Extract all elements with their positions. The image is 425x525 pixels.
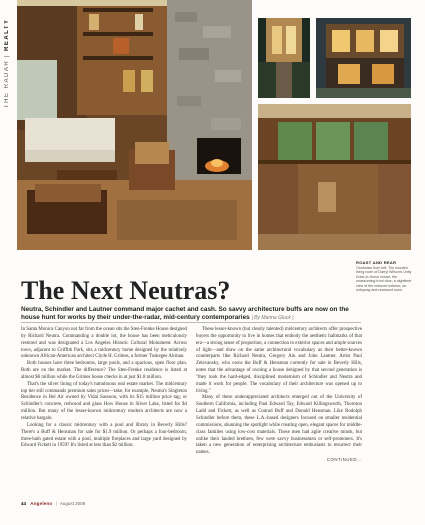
divider	[21, 322, 361, 323]
article-headline: The Next Neutras?	[21, 276, 231, 305]
magazine-name: Angeleno	[30, 501, 53, 506]
continued-label: CONTINUED...	[326, 457, 362, 463]
footer-separator: |	[55, 501, 57, 506]
exterior-night-photo	[316, 18, 411, 98]
paragraph: Both houses have three bedrooms, large pools, and a spacious, open floor plan. Both are on the market. The difference? The Sten-Frenke residence is listed at almost $6 million while the Grimes house checks in at just $1.8 million.	[21, 361, 187, 380]
section-tab: THE RADAR | REALTY	[4, 18, 10, 108]
article-deck	[21, 306, 361, 322]
section-sub-label: REALTY	[4, 18, 10, 51]
photo-caption	[356, 261, 412, 293]
issue-date: August 2008	[59, 501, 86, 506]
paragraph: In Santa Monica Canyon not far from the ocean sits the Sten-Frenke House designed by Richard Neutra. Commanding a double lot, the house has been meticulously restored and was designated a Los Angeles Historic Cultural Monument. Across town, adjacent to Griffith Park, sits a midcentury home designed by the relatively unknown African-American architect Clyde H. Grimes, a former Tuskegee Airman.	[21, 327, 187, 360]
page-number: 44	[21, 501, 27, 506]
paragraph: Looking for a classic midcentury with a pool and library in Beverly Hills? There's a Buff & Hensman for sale for $1.9 million. Or perhaps a four-bedroom, three-bath gated estate with a pool, multiple fireplaces and large yard designed by Edward Fickett in 1959? It's listed at less than $2 million.	[21, 422, 187, 449]
deck-text: Neutra, Schindler and Lautner command major cachet and cash. So savvy architecture buffs are now on the house hunt for works by their under-the-radar, mid-century contemporaries	[21, 306, 349, 321]
interior-room-photo	[258, 104, 411, 250]
byline: | By Marina Gluck |	[251, 315, 294, 321]
caption-heading: ROAST AND REAR	[356, 260, 397, 265]
section-label: THE RADAR	[4, 59, 10, 108]
caption-text: Clockwise from left: The wooden living room of Darryl Wilson's Unity Drive-in-Honor house; the unassuming front door; a nighttime view of the restored exterior; an entryway and recessed room.	[356, 265, 412, 292]
paragraph: These lesser-known (but clearly talented) midcentury architects offer prospective buyers the opportunity to live in homes that embody the aesthetic hallmarks of that era—a strong sense of proportion, a connection to exterior spaces and ample sources of light—and draw on the same architectural vocabulary as their better-known counterparts like Richard Neutra, Gregory Ain and John Lautner. Artist Paul Zelevansky, who owns the Buff & Hensman currently for sale in Beverly Hills, notes that the advantage of owning a house designed by that second generation is "they took the hard-edged, disciplined modernism of Schindler and Neutra and made it work for people. The vocabulary of their architecture was opened up to living."	[196, 327, 362, 394]
page-footer	[21, 501, 221, 506]
paragraph: That's the silver lining of today's tumultuous real estate market. The midcentury top tier still commands premium sales prices—take, for example, Neutra's Singleton Residence in Bel Air owned by Vidal Sassoon, with its $15 million price tag; or Schindler's concrete, redwood and glass How House in Silver Lake, listed for $4 million. But many of the lesser-known midcentury modern architects are now a relative bargain.	[21, 381, 187, 421]
body-column-right	[196, 327, 362, 464]
living-room-photo	[17, 0, 252, 250]
front-door-photo	[258, 18, 310, 98]
paragraph: Many of these underappreciated architects emerged out of the University of Southern California, including Paul Edward Tay, Edward Killingsworth, Thornton Ladd and Fickett, as well as Conrad Buff and Donald Hensman. Like Rodolph Schindler before them, these L.A.-based designers focused on smaller residential commissions, shunning the spotlight while creating open, elegant spaces for middle-class families using low-cost materials. These men had agile creative minds, but unlike their lauded brethren, few were savvy businessmen or self-promoters. It's taken a new generation of enterprising architecture enthusiasts to resurrect their names.	[196, 395, 362, 456]
body-column-left	[21, 327, 187, 450]
